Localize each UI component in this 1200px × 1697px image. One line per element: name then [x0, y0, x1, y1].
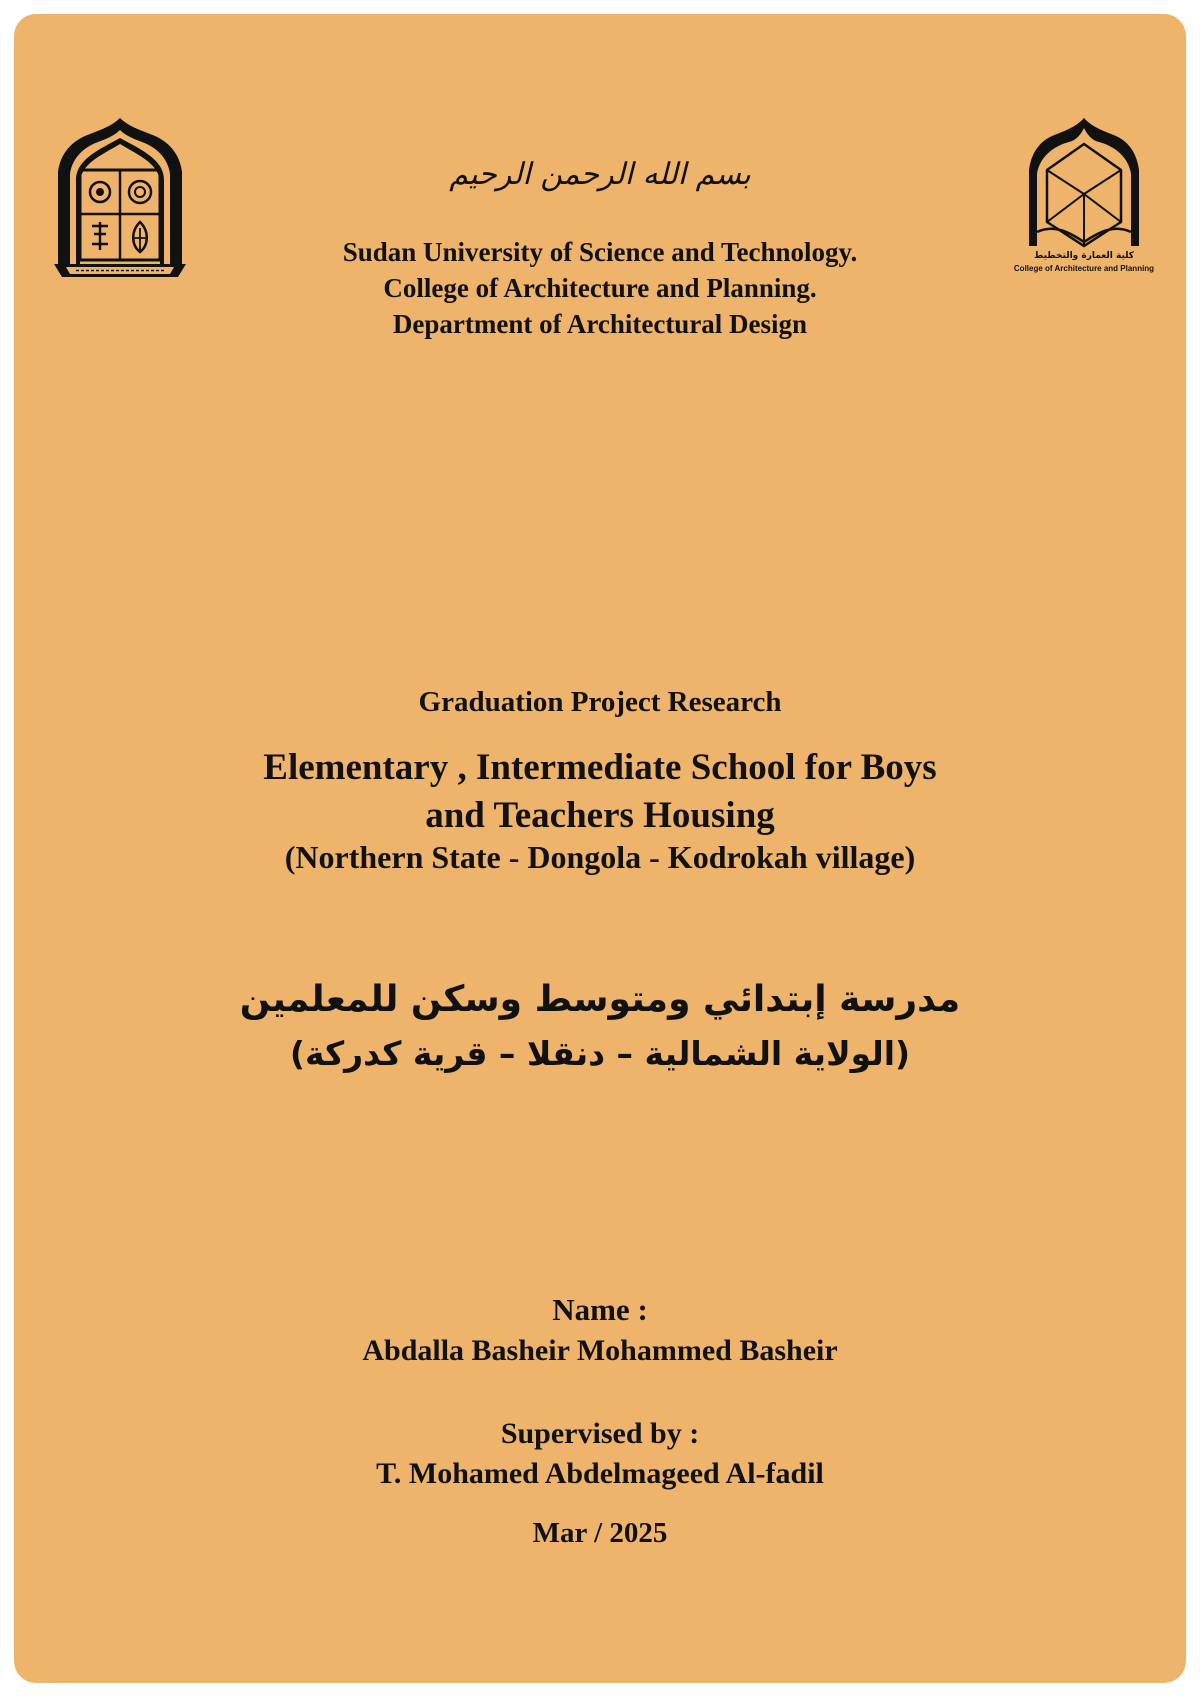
author-label: Name : — [552, 1292, 648, 1327]
college-name: College of Architecture and Planning. — [383, 273, 817, 303]
college-architecture-emblem-icon — [999, 114, 1169, 294]
department-name: Department of Architectural Design — [392, 309, 808, 339]
cover-page — [14, 14, 1186, 1683]
college-caption-arabic: كلية العمارة والتخطيط — [1033, 251, 1135, 261]
college-caption-english: College of Architecture and Planning — [1013, 264, 1155, 273]
supervisor-name: T. Mohamed Abdelmageed Al-fadil — [376, 1457, 824, 1490]
project-type: Graduation Project Research — [418, 686, 782, 718]
submission-date: Mar / 2025 — [532, 1517, 668, 1549]
project-location: (Northern State - Dongola - Kodrokah village) — [284, 839, 916, 875]
project-title — [14, 744, 1186, 840]
basmala: بسم الله الرحمن الرحيم — [449, 157, 751, 192]
author-name: Abdalla Basheir Mohammed Basheir — [362, 1334, 838, 1367]
project-title-arabic: مدرسة إبتدائي ومتوسط وسكن للمعلمين — [239, 979, 961, 1020]
project-title-line2: and Teachers Housing — [425, 795, 775, 836]
university-name: Sudan University of Science and Technology. — [342, 237, 858, 267]
project-title-line1: Elementary , Intermediate School for Boys — [263, 747, 937, 788]
supervisor-label: Supervised by : — [500, 1417, 700, 1450]
project-location-arabic: (الولاية الشمالية – دنقلا – قرية كدركة) — [289, 1034, 911, 1073]
